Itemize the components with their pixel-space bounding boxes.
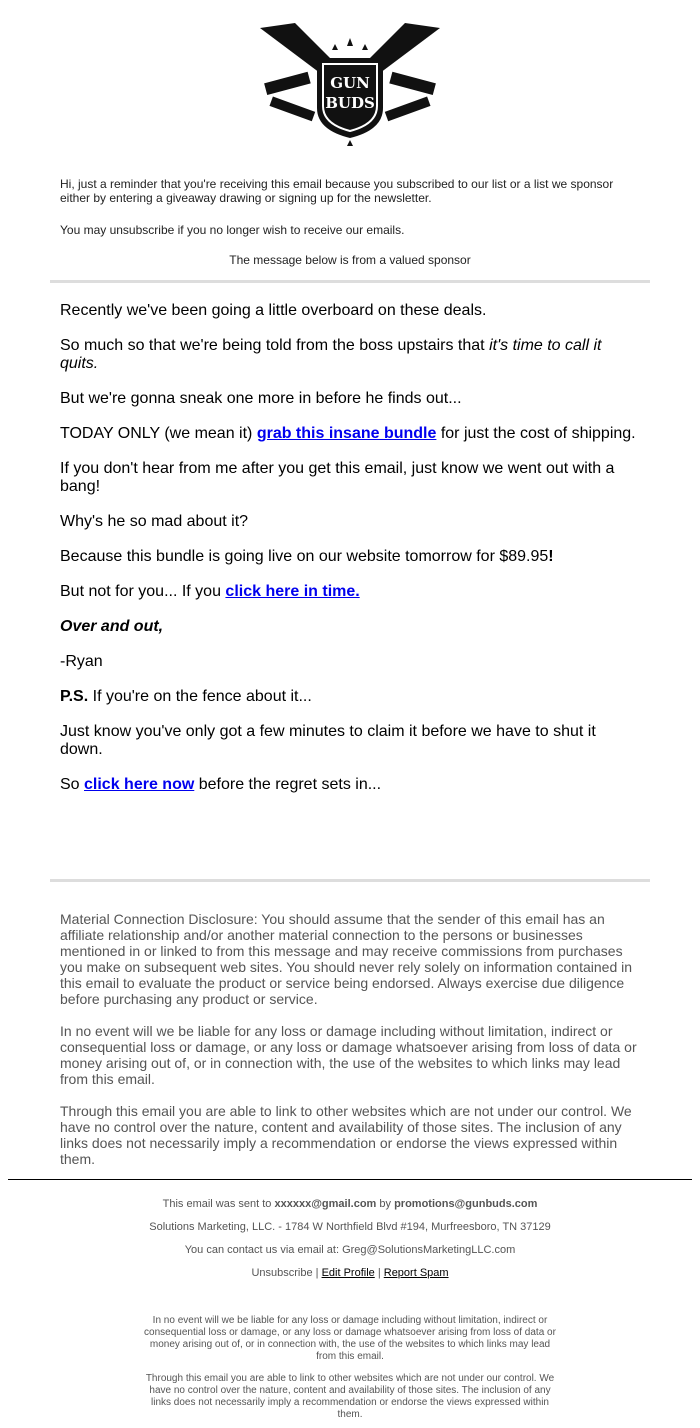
material-disclosure: Material Connection Disclosure: You should assume that the sender of this email has an affiliate relationship and/or another material connection to the persons or businesses mentioned in or linked to from this message and may receive commissions from purchases you make on subsequent web sites. You should never rely solely on information contained in this email to evaluate the product or service being endorsed. Always exercise due diligence before purchasing any product or service.	[60, 911, 633, 1007]
sponsor-note: The message below is from a valued sponsor	[229, 253, 471, 267]
unsubscribe-link[interactable]: Unsubscribe	[251, 1267, 313, 1279]
recipient-email: xxxxxx@gmail.com	[274, 1198, 377, 1210]
postscript	[60, 688, 640, 706]
paragraph: Recently we've been going a little overboard on these deals.	[60, 302, 487, 319]
click-here-now-link[interactable]: click here now	[84, 776, 195, 793]
subscription-reminder: Hi, just a reminder that you're receiving this email because you subscribed to our list or a list we sponsor either by entering a giveaway drawing or signing up for the newsletter.	[60, 177, 614, 205]
sent-info	[100, 1198, 600, 1211]
paragraph	[60, 583, 640, 601]
footer-links-disclaimer: Through this email you are able to link to other websites which are not under our control. We have no control over the nature, content and availability of those sites. The inclusion of any links does not necessarily imply a recommendation or endorse the views expressed within them.	[145, 1373, 555, 1420]
text: for just the cost of shipping.	[436, 425, 636, 442]
text: by	[376, 1198, 395, 1210]
gun-buds-logo	[255, 18, 445, 150]
emphasis: it's time to call it quits.	[60, 337, 602, 372]
text: !	[548, 548, 554, 565]
sender-email: promotions@gunbuds.com	[394, 1198, 538, 1210]
text: TODAY ONLY (we mean it)	[60, 425, 257, 442]
footer-links	[100, 1267, 600, 1280]
paragraph: Why's he so mad about it?	[60, 513, 249, 530]
paragraph: But we're gonna sneak one more in before he finds out...	[60, 390, 462, 407]
signoff-text: Over and out,	[60, 618, 164, 635]
links-disclaimer: Through this email you are able to link to other websites which are not under our control. We have no control over the nature, content and availability of those sites. The inclusion of any links does not necessarily imply a recommendation or endorse the views expressed within them.	[60, 1103, 632, 1167]
message-body	[60, 302, 640, 811]
svg-text:BUDS: BUDS	[325, 94, 375, 112]
liability-disclaimer: In no event will we be liable for any loss or damage including without limitation, indirect or consequential loss or damage, or any loss or damage whatsoever arising from loss of data or money arising out of, or in connection with, the use of the websites to which links may lead from this email.	[60, 1023, 637, 1087]
paragraph: Just know you've only got a few minutes to claim it before we have to shut it down.	[60, 723, 596, 758]
paragraph	[60, 548, 640, 566]
footer-legal	[140, 1315, 560, 1428]
footer-rule	[8, 1179, 692, 1180]
grab-bundle-link[interactable]: grab this insane bundle	[256, 425, 437, 442]
signoff	[60, 618, 640, 636]
text: But not for you... If you	[60, 583, 226, 600]
report-spam-link[interactable]: Report Spam	[383, 1267, 449, 1279]
paragraph	[60, 337, 640, 373]
text: Because this bundle is going live on our website tomorrow for $89.95	[60, 548, 549, 565]
intro-section	[60, 177, 640, 285]
paragraph	[60, 425, 640, 443]
click-here-in-time-link[interactable]: click here in time.	[225, 583, 360, 600]
text: So much so that we're being told from the boss upstairs that	[60, 337, 490, 354]
text: before the regret sets in...	[194, 776, 382, 793]
divider-bottom	[50, 879, 650, 882]
contact-info: You can contact us via email at: Greg@SolutionsMarketingLLC.com	[184, 1244, 516, 1256]
signature: -Ryan	[60, 653, 103, 670]
separator: |	[312, 1267, 322, 1279]
svg-text:GUN: GUN	[330, 74, 370, 92]
paragraph	[60, 776, 640, 794]
unsubscribe-note: You may unsubscribe if you no longer wish to receive our emails.	[60, 223, 405, 237]
disclosure-section	[60, 911, 645, 1183]
paragraph: If you don't hear from me after you get this email, just know we went out with a bang!	[60, 460, 615, 495]
edit-profile-link[interactable]: Edit Profile	[321, 1267, 375, 1279]
text: So	[60, 776, 85, 793]
text: If you're on the fence about it...	[88, 688, 312, 705]
divider-top	[50, 280, 650, 283]
text: This email was sent to	[162, 1198, 275, 1210]
ps-label: P.S.	[60, 688, 89, 705]
footer	[100, 1198, 600, 1290]
separator: |	[374, 1267, 384, 1279]
footer-liability: In no event will we be liable for any loss or damage including without limitation, indirect or consequential loss or damage, or any loss or damage whatsoever arising from loss of data or money arising out of, or in connection with, the use of the websites to which links may lead from this email.	[144, 1315, 556, 1362]
company-address: Solutions Marketing, LLC. - 1784 W Northfield Blvd #194, Murfreesboro, TN 37129	[149, 1221, 551, 1233]
